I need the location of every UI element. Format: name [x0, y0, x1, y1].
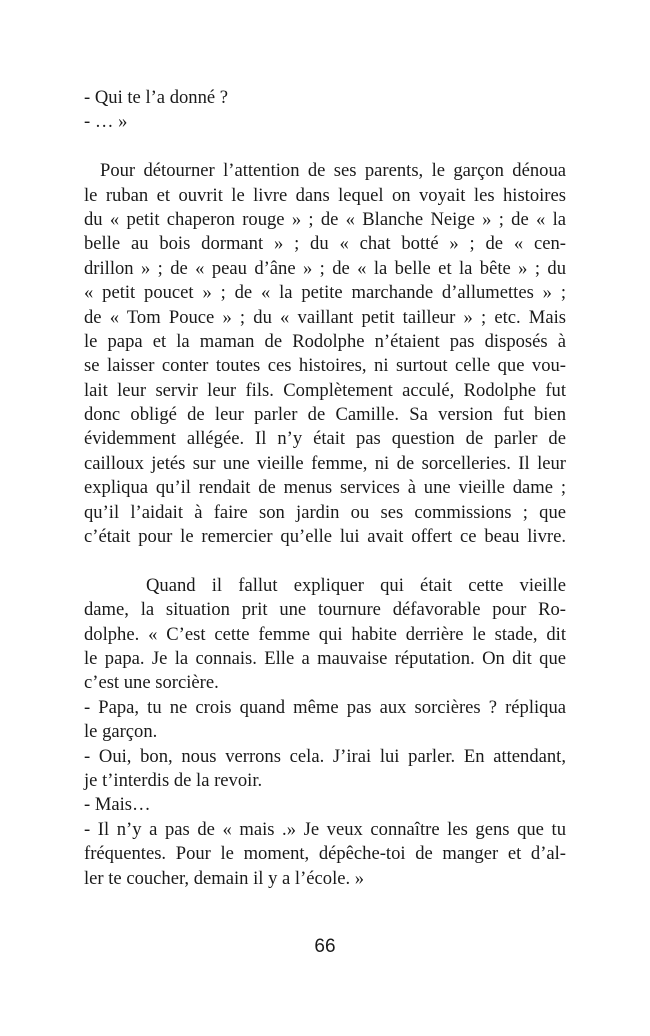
- text-line: expliqua qu’il rendait de menus services à une vieille dame ;: [84, 477, 566, 499]
- paragraph-gap: [84, 549, 566, 573]
- page-number: 66: [314, 936, 336, 957]
- text-line: - Qui te l’a donné ?: [84, 87, 229, 108]
- page-body: [84, 86, 566, 891]
- text-line: évidemment allégée. Il n’y était pas question de parler de: [84, 428, 566, 450]
- text-line: je t’interdis de la revoir.: [84, 769, 263, 791]
- text-line: de « Tom Pouce » ; du « vaillant petit tailleur » ; etc. Mais: [84, 306, 566, 328]
- paragraph-gap: [84, 135, 566, 159]
- text-line: qu’il l’aidait à faire son jardin ou ses commissions ; que: [84, 501, 566, 523]
- text-line: le papa et la maman de Rodolphe n’étaient pas disposés à: [84, 330, 566, 352]
- text-line: Pour détourner l’attention de ses parents, le garçon dénoua: [100, 160, 566, 182]
- text-line: dolphe. « C’est cette femme qui habite derrière le stade, dit: [84, 623, 566, 645]
- text-line: - … »: [84, 111, 128, 133]
- text-line: du « petit chaperon rouge » ; de « Blanche Neige » ; de « la: [84, 208, 566, 230]
- text-line: le papa. Je la connais. Elle a mauvaise réputation. On dit que: [84, 647, 566, 669]
- text-line: - Papa, tu ne crois quand même pas aux sorcières ? répliqua: [84, 696, 566, 718]
- text-line: - Mais…: [84, 794, 151, 816]
- text-line: Quand il fallut expliquer qui était cette vieille: [146, 574, 566, 596]
- text-line: fréquentes. Pour le moment, dépêche-toi de manger et d’al-: [84, 843, 566, 865]
- text-line: ler te coucher, demain il y a l’école. »: [84, 867, 365, 889]
- text-line: le garçon.: [84, 721, 158, 743]
- text-line: belle au bois dormant » ; du « chat botté » ; de « cen-: [84, 233, 566, 255]
- text-line: c’est une sorcière.: [84, 672, 219, 694]
- text-line: - Oui, bon, nous verrons cela. J’irai lui parler. En attendant,: [84, 745, 566, 767]
- text-line: se laisser conter toutes ces histoires, ni surtout celle que vou-: [84, 355, 566, 377]
- text-line: - Il n’y a pas de « mais .» Je veux connaître les gens que tu: [84, 818, 566, 840]
- text-line: c’était pour le remercier qu’elle lui avait offert ce beau livre.: [84, 526, 566, 548]
- text-line: le ruban et ouvrit le livre dans lequel on voyait les histoires: [84, 184, 566, 206]
- text-line: donc obligé de leur parler de Camille. Sa version fut bien: [84, 404, 566, 426]
- dialogue-top: [84, 86, 566, 135]
- text-line: « petit poucet » ; de « la petite marchande d’allumettes » ;: [84, 282, 566, 304]
- text-line: drillon » ; de « peau d’âne » ; de « la belle et la bête » ; du: [84, 257, 566, 279]
- paragraph-1: [84, 159, 566, 549]
- text-line: lait leur servir leur fils. Complètement acculé, Rodolphe fut: [84, 379, 566, 401]
- text-line: dame, la situation prit une tournure défavorable pour Ro-: [84, 599, 566, 621]
- text-line: cailloux jetés sur une vieille femme, ni de sorcelleries. Il leur: [84, 452, 566, 474]
- paragraph-2: [84, 574, 566, 891]
